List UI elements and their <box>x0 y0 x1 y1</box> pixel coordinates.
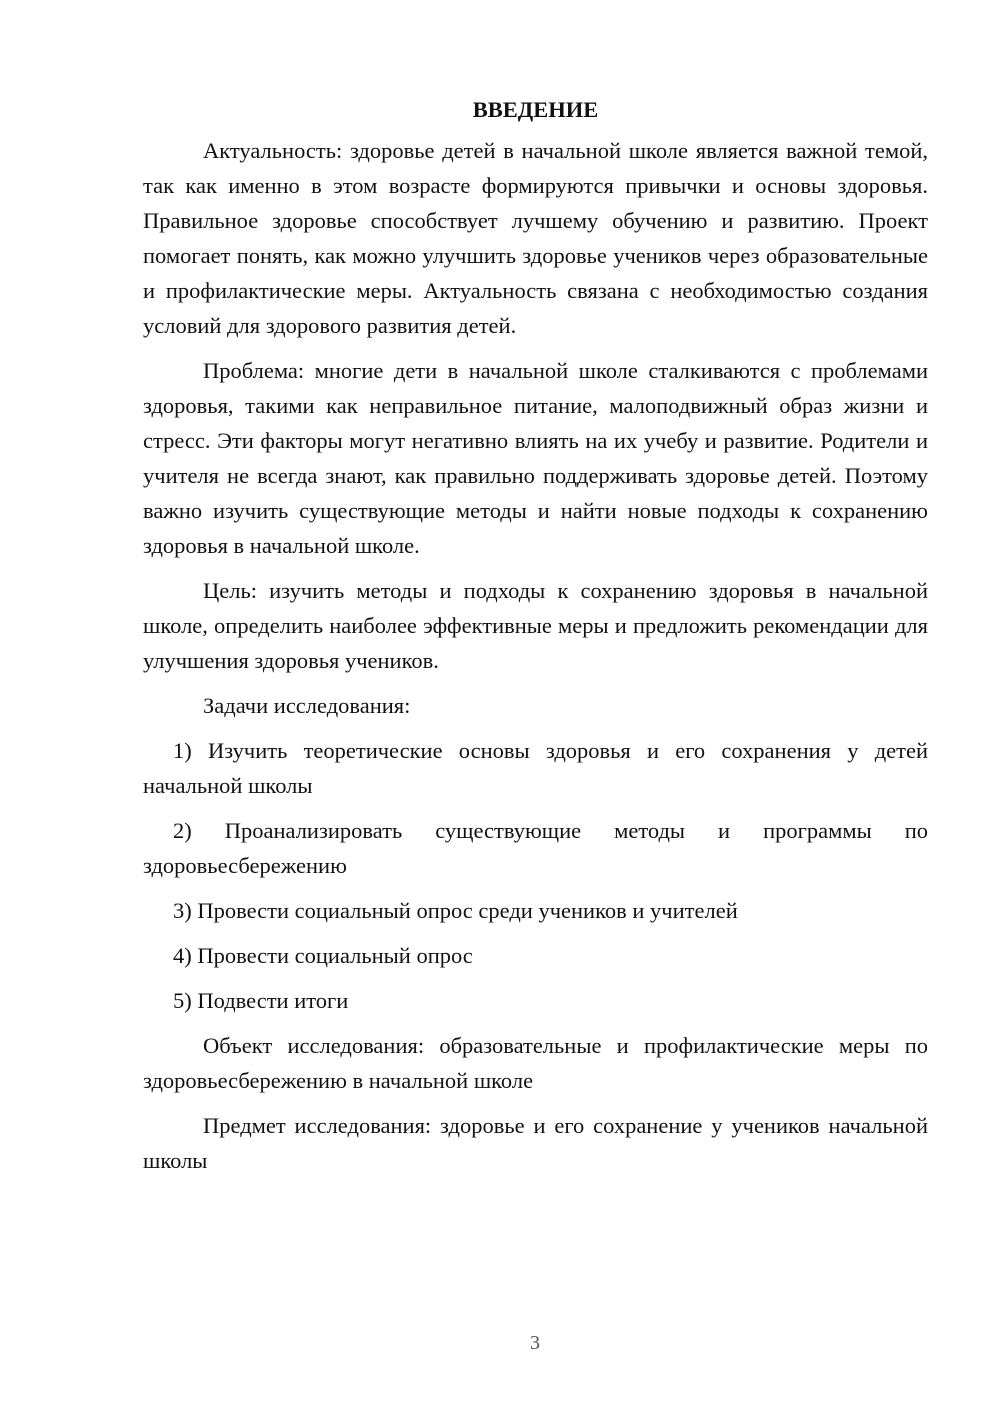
paragraph-object: Объект исследования: образовательные и профилактические меры по здоровьесбережению в начальной школе <box>143 1033 928 1093</box>
paragraph-subject: Предмет исследования: здоровье и его сохранение у учеников начальной школы <box>143 1113 928 1173</box>
tasks-title: Задачи исследования: <box>203 693 411 718</box>
paragraph-relevance: Актуальность: здоровье детей в начальной школе является важной темой, так как именно в этом возрасте формируются привычки и основы здоровья. Правильное здоровье способствует лучшему обучению и развитию. Проект помогает понять, как можно улучшить здоровье учеников через образовательные и профилактические меры. Актуальность связана с необходимостью создания условий для здорового развития детей. <box>143 138 928 338</box>
task-item-5: 5) Подвести итоги <box>173 988 349 1013</box>
task-item-1: 1) Изучить теоретические основы здоровья и его сохранения у детей начальной школы <box>143 738 928 798</box>
task-item-4: 4) Провести социальный опрос <box>173 943 473 968</box>
document-body <box>143 92 928 1188</box>
section-heading: ВВЕДЕНИЕ <box>472 97 599 122</box>
page-number: 3 <box>530 1332 540 1354</box>
task-item-3: 3) Провести социальный опрос среди учеников и учителей <box>173 898 738 923</box>
paragraph-goal: Цель: изучить методы и подходы к сохранению здоровья в начальной школе, определить наиболее эффективные меры и предложить рекомендации для улучшения здоровья учеников. <box>143 578 928 673</box>
task-item-2: 2) Проанализировать существующие методы и программы по здоровьесбережению <box>143 818 928 878</box>
paragraph-problem: Проблема: многие дети в начальной школе сталкиваются с проблемами здоровья, такими как неправильное питание, малоподвижный образ жизни и стресс. Эти факторы могут негативно влиять на их учебу и развитие. Родители и учителя не всегда знают, как правильно поддерживать здоровье детей. Поэтому важно изучить существующие методы и найти новые подходы к сохранению здоровья в начальной школе. <box>143 358 928 558</box>
